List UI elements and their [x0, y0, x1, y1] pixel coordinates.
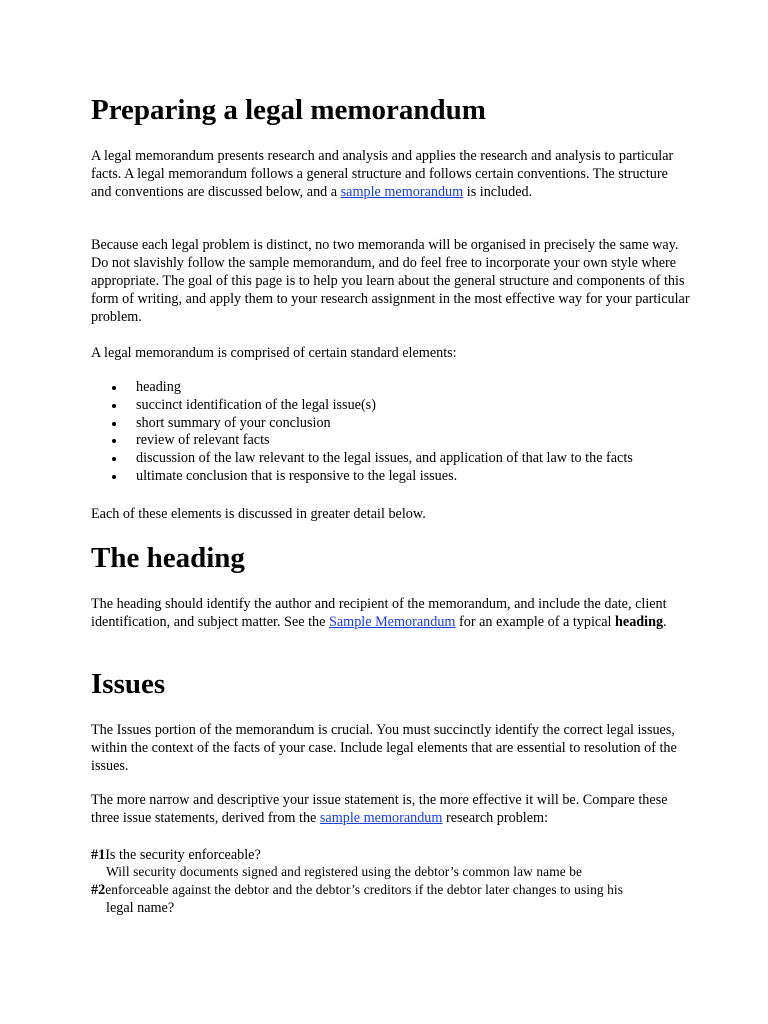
- list-item: heading: [91, 379, 711, 397]
- heading-section-paragraph: The heading should identify the author and recipient of the memorandum, and include the date, client identification, and subject matter. See the Sample Memorandum for an example of a typical heading.: [91, 596, 667, 630]
- bullet-icon: [112, 457, 116, 461]
- bullet-icon: [112, 404, 116, 408]
- issue-number: #2: [91, 882, 106, 898]
- page-title: Preparing a legal memorandum: [91, 94, 486, 126]
- bullet-icon: [112, 422, 116, 426]
- bullet-icon: [112, 439, 116, 443]
- elements-intro: A legal memorandum is comprised of certain standard elements:: [91, 345, 457, 361]
- sample-memorandum-link[interactable]: sample memorandum: [319, 810, 443, 826]
- list-item: ultimate conclusion that is responsive to the legal issues.: [91, 468, 711, 486]
- organisation-paragraph: Because each legal problem is distinct, no two memoranda will be organised in precisely the same way. Do not slavishly follow the sample memorandum, and do feel free to incorporate your own style where appropriate. The goal of this page is to help you learn about the general structure and components of this form of writing, and apply them to your research assignment in the most effective way for your particular problem.: [91, 237, 690, 325]
- bullet-icon: [112, 386, 116, 390]
- issue-statement-2: Will security documents signed and registered using the debtor’s common law name be #2enforceable against the debtor and the debtor’s creditors if the debtor later changes to using his legal name?: [91, 864, 624, 916]
- bullet-icon: [112, 475, 116, 479]
- issue-statement-1: #1Is the security enforceable?: [91, 847, 261, 863]
- list-item: discussion of the law relevant to the legal issues, and application of that law to the facts: [91, 450, 711, 468]
- list-item: short summary of your conclusion: [91, 415, 711, 433]
- elements-list: [91, 379, 711, 486]
- heading-section-title: The heading: [91, 542, 245, 574]
- sample-memorandum-link[interactable]: sample memorandum: [340, 184, 464, 200]
- issue-number: #1: [91, 847, 106, 863]
- sample-memorandum-link[interactable]: Sample Memorandum: [328, 614, 456, 630]
- issues-section-title: Issues: [91, 668, 166, 700]
- issues-paragraph: The Issues portion of the memorandum is crucial. You must succinctly identify the correct legal issues, within the context of the facts of your case. Include legal elements that are essential to resolution of the issues.: [91, 722, 677, 774]
- list-item: review of relevant facts: [91, 432, 711, 450]
- intro-paragraph: A legal memorandum presents research and analysis and applies the research and analysis to particular facts. A legal memorandum follows a general structure and follows certain conventions. The structure and conventions are discussed below, and a sample memorandum is included.: [91, 148, 674, 200]
- elements-outro: Each of these elements is discussed in greater detail below.: [91, 506, 426, 522]
- list-item: succinct identification of the legal issue(s): [91, 397, 711, 415]
- issues-compare-paragraph: The more narrow and descriptive your issue statement is, the more effective it will be. Compare these three issue statements, derived from the sample memorandum research problem:: [91, 792, 668, 826]
